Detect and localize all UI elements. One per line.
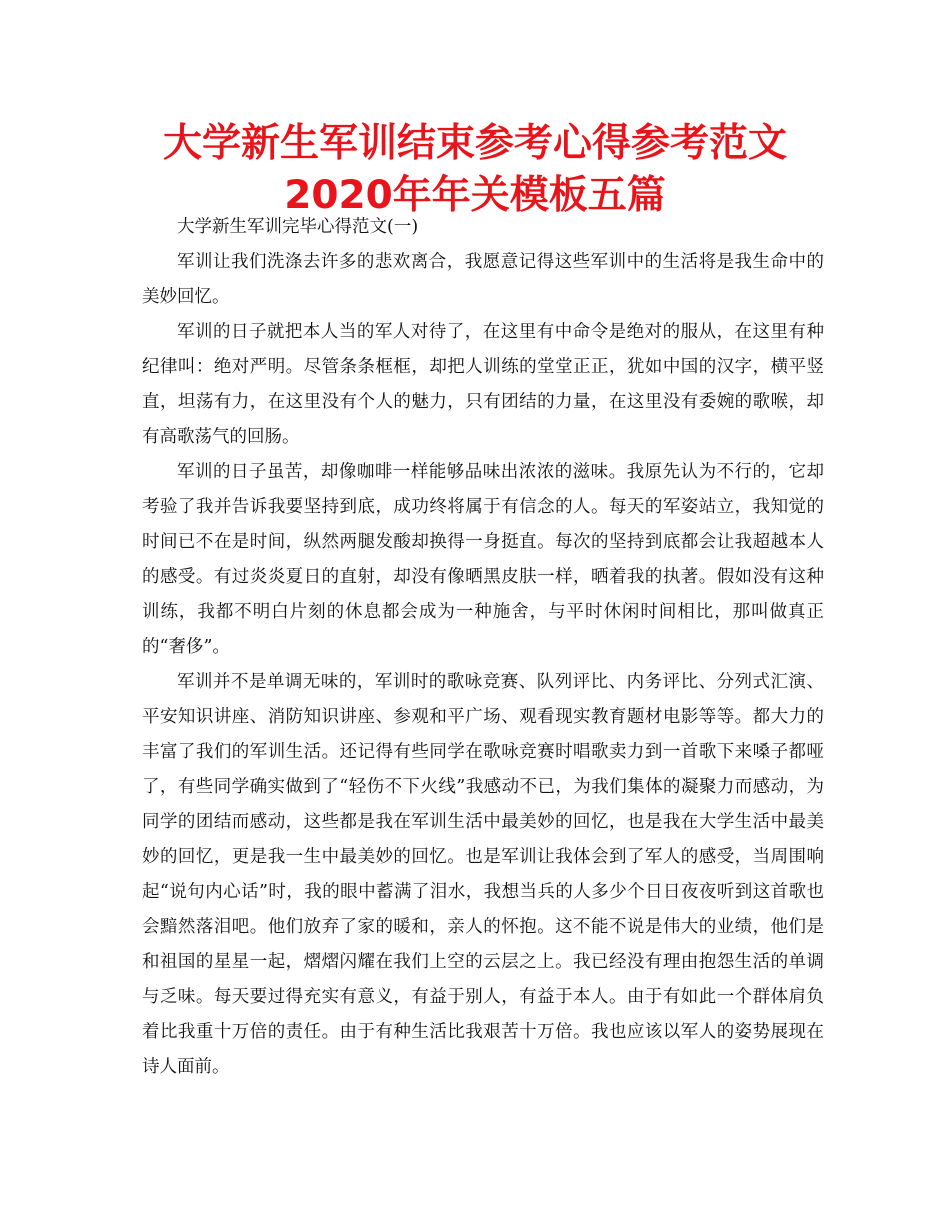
paragraph-4: 军训并不是单调无味的，军训时的歌咏竞赛、队列评比、内务评比、分列式汇演、平安知识讲座、消防知识讲座、参观和平广场、观看现实教育题材电影等等。都大力的丰富了我们的军训生活。还记得有些同学在歌咏竞赛时唱歌卖力到一首歌下来嗓子都哑了，有些同学确实做到了“轻伤不下火线”我感动不已，为我们集体的凝聚力而感动，为同学的团结而感动，这些都是我在军训生活中最美妙的回忆，也是我在大学生活中最美妙的回忆，更是我一生中最美妙的回忆。也是军训让我体会到了军人的感受，当周围响起“说句内心话”时，我的眼中蓄满了泪水，我想当兵的人多少个日日夜夜听到这首歌也会黯然落泪吧。他们放弃了家的暖和，亲人的怀抱。这不能不说是伟大的业绩，他们是和祖国的星星一起，熠熠闪耀在我们上空的云层之上。我已经没有理由抱怨生活的单调与乏味。每天要过得充实有意义，有益于别人，有益于本人。由于有如此一个群体肩负着比我重十万倍的责任。由于有种生活比我艰苦十万倍。我也应该以军人的姿势展现在诗人面前。 [142, 672, 824, 1077]
document-title: 大学新生军训结束参考心得参考范文2020年年关模板五篇 [162, 121, 787, 218]
paragraph-2: 军训的日子就把本人当的军人对待了，在这里有中命令是绝对的服从，在这里有种纪律叫：绝对严明。尽管条条框框，却把人训练的堂堂正正，犹如中国的汉字，横平竖直，坦荡有力，在这里没有个人的魅力，只有团结的力量，在这里没有委婉的歌喉，却有高歌荡气的回肠。 [142, 322, 824, 447]
section-heading: 大学新生军训完毕心得范文(一) [177, 217, 419, 237]
document-body [142, 210, 824, 1085]
paragraph-1: 军训让我们洗涤去许多的悲欢离合，我愿意记得这些军训中的生活将是我生命中的美妙回忆。 [142, 252, 824, 307]
paragraph-3: 军训的日子虽苦，却像咖啡一样能够品味出浓浓的滋味。我原先认为不行的，它却考验了我并告诉我要坚持到底，成功终将属于有信念的人。每天的军姿站立，我知觉的时间已不在是时间，纵然两腿发酸却换得一身挺直。每次的坚持到底都会让我超越本人的感受。有过炎炎夏日的直射，却没有像晒黑皮肤一样，晒着我的执著。假如没有这种训练，我都不明白片刻的休息都会成为一种施舍，与平时休闲时间相比，那叫做真正的“奢侈”。 [142, 462, 824, 657]
